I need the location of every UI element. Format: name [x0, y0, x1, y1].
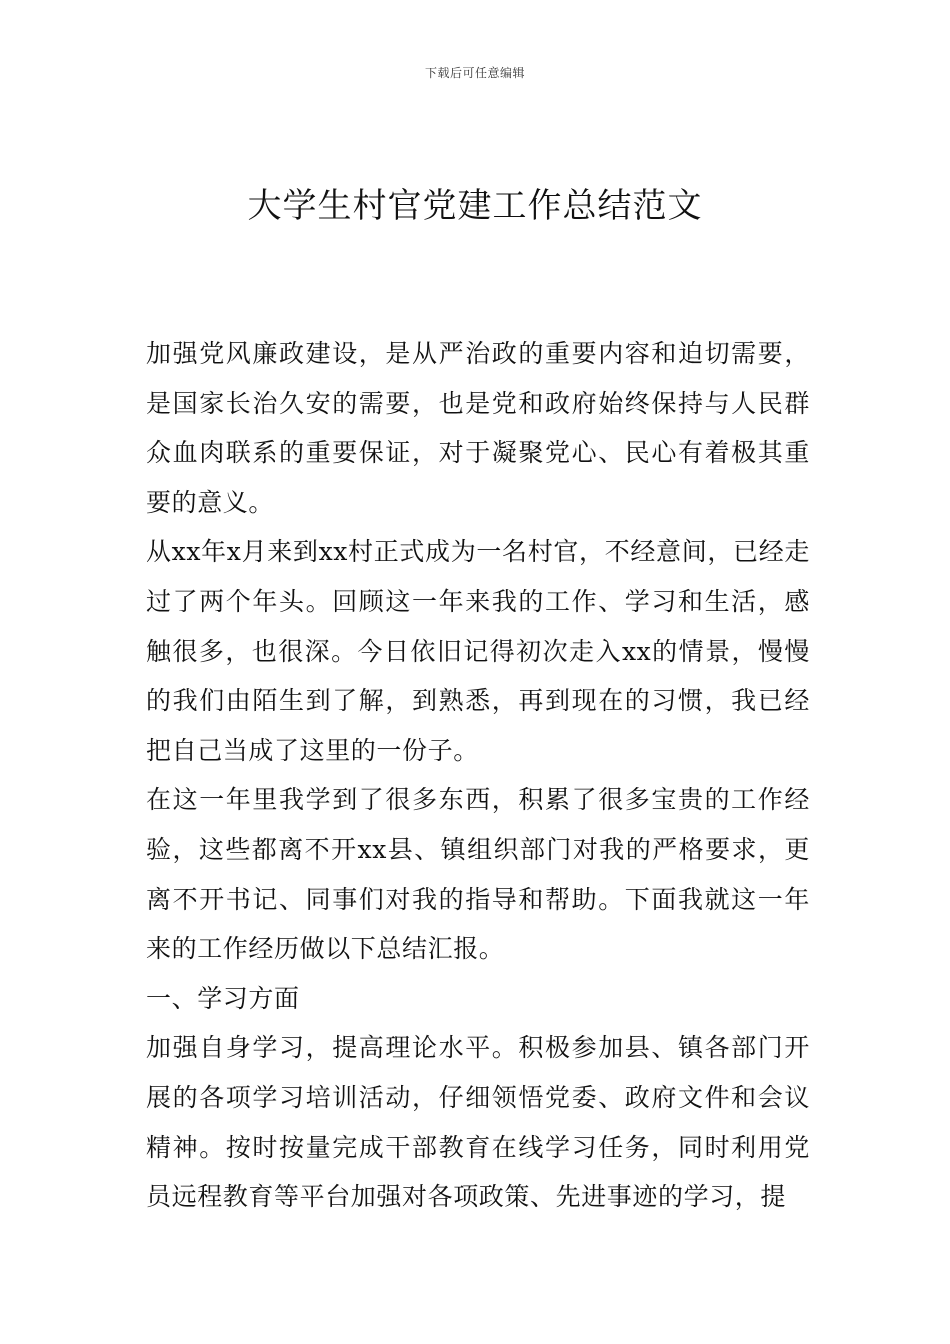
- paragraph-learning-gained: 在这一年里我学到了很多东西，积累了很多宝贵的工作经验，这些都离不开xx县、镇组织部门对我的严格要求，更离不开书记、同事们对我的指导和帮助。下面我就这一年来的工作经历做以下总结汇报。: [146, 785, 810, 964]
- paragraph-intro: 加强党风廉政建设，是从严治政的重要内容和迫切需要，是国家长治久安的需要，也是党和政府始终保持与人民群众血肉联系的重要保证，对于凝聚党心、民心有着极其重要的意义。: [146, 339, 810, 517]
- document-title: 大学生村官党建工作总结范文: [247, 186, 703, 226]
- document-body: [146, 329, 810, 1222]
- header-note: 下载后可任意编辑: [424, 66, 525, 80]
- paragraph-arrival: 从xx年x月来到xx村正式成为一名村官，不经意间，已经走过了两个年头。回顾这一年来我的工作、学习和生活，感触很多，也很深。今日依旧记得初次走入xx的情景，慢慢的我们由陌生到了解，到熟悉，再到现在的习惯，我已经把自己当成了这里的一份子。: [146, 537, 810, 765]
- section-heading-study: 一、学习方面: [146, 983, 300, 1013]
- paragraph-self-study: 加强自身学习，提高理论水平。积极参加县、镇各部门开展的各项学习培训活动，仔细领悟党委、政府文件和会议精神。按时按量完成干部教育在线学习任务，同时利用党员远程教育等平台加强对各项政策、先进事迹的学习，提: [146, 1033, 810, 1212]
